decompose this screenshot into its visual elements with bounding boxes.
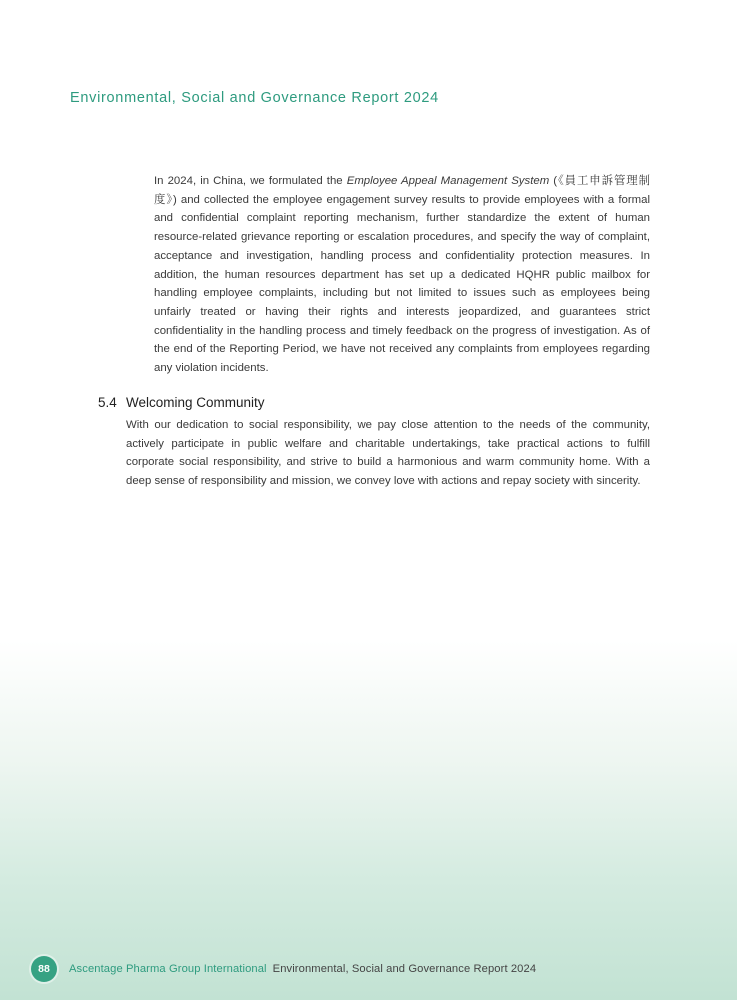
footer-report-title: Environmental, Social and Governance Report 2024 (272, 963, 537, 975)
page-number-badge: 88 (31, 956, 57, 982)
section-number: 5.4 (98, 395, 117, 410)
page-footer (31, 955, 536, 983)
footer-company-name: Ascentage Pharma Group International (69, 963, 267, 975)
employee-appeal-paragraph (154, 172, 650, 378)
paragraph-text-body: (《員工申訴管理制度》) and collected the employee engagement survey results to provide employees with a formal and confidential complaint reporting mechanism, further standardize the extent of human resource-related grievance reporting or escalation procedures, and specify the way of complaint, acceptance and investigation, handling process and confidentiality protection measures. In addition, the human resources department has set up a dedicated HQHR public mailbox for handling employee complaints, including but not limited to issues such as employees being unfairly treated or having their rights and interests jeopardized, and guarantees strict confidentiality in the handling process and timely feedback on the progress of investigation. As of the end of the Reporting Period, we have not received any complaints from employees regarding any violation incidents. (154, 175, 650, 375)
report-header-title: Environmental, Social and Governance Report 2024 (70, 90, 439, 106)
paragraph-text-lead: In 2024, in China, we formulated the (154, 175, 347, 187)
section-heading (98, 395, 265, 410)
community-paragraph: With our dedication to social responsibility, we pay close attention to the needs of the community, actively participate in public welfare and charitable undertakings, take practical actions to fulfill corporate social responsibility, and strive to build a harmonious and warm community home. With a deep sense of responsibility and mission, we convey love with actions and repay society with sincerity. (126, 419, 650, 488)
section-title: Welcoming Community (126, 395, 265, 410)
policy-name: Employee Appeal Management System (346, 175, 550, 187)
